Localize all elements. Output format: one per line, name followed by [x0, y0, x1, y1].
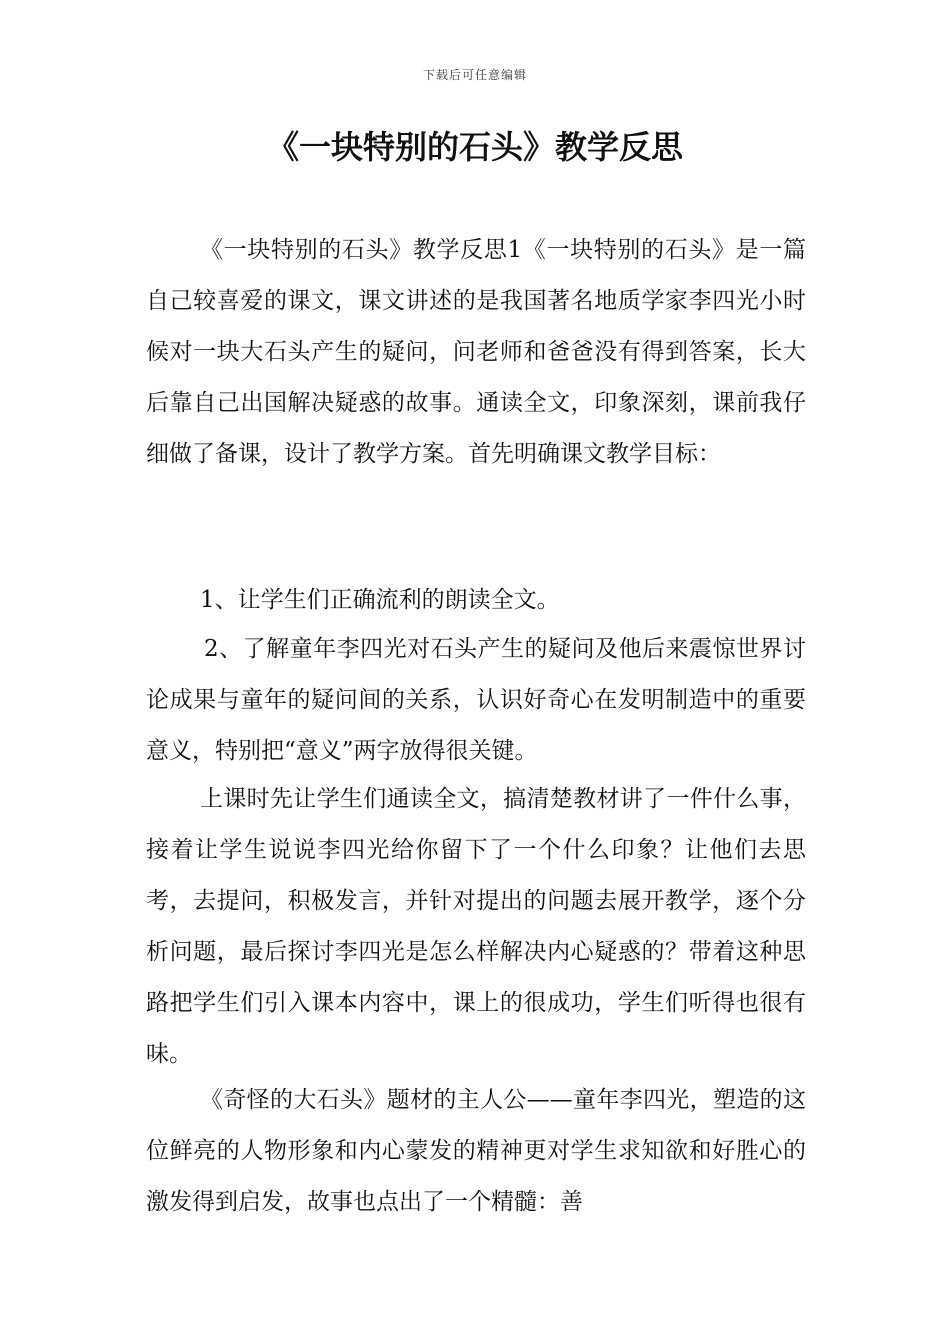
- header-note: 下载后可任意编辑: [422, 68, 527, 82]
- paragraph-lesson: 上课时先让学生们通读全文，搞清楚教材讲了一件什么事，接着让学生说说李四光给你留下了一个什么印象？让他们去思考，去提问，积极发言，并针对提出的问题去展开教学，逐个分析问题，最后探讨李四光是怎么样解决内心疑惑的？带着这种思路把学生们引入课本内容中，课上的很成功，学生们听得也很有味。: [146, 786, 806, 1067]
- document-title: 《一块特别的石头》教学反思: [266, 128, 683, 166]
- paragraph-reflection: 《奇怪的大石头》题材的主人公——童年李四光，塑造的这位鲜亮的人物形象和内心蒙发的精神更对学生求知欲和好胜心的激发得到启发，故事也点出了一个精髓：善: [146, 1087, 806, 1215]
- paragraph-goal-2: 2、了解童年李四光对石头产生的疑问及他后来震惊世界讨论成果与童年的疑问间的关系，认识好奇心在发明制造中的重要意义，特别把“意义”两字放得很关键。: [146, 636, 806, 764]
- paragraph-goal-1: 1、让学生们正确流利的朗读全文。: [200, 587, 560, 613]
- paragraph-intro: 《一块特别的石头》教学反思1《一块特别的石头》是一篇自己较喜爱的课文，课文讲述的是我国著名地质学家李四光小时候对一块大石头产生的疑问，问老师和爸爸没有得到答案，长大后靠自己出国解决疑惑的故事。通读全文，印象深刻，课前我仔细做了备课，设计了教学方案。首先明确课文教学目标：: [146, 237, 806, 467]
